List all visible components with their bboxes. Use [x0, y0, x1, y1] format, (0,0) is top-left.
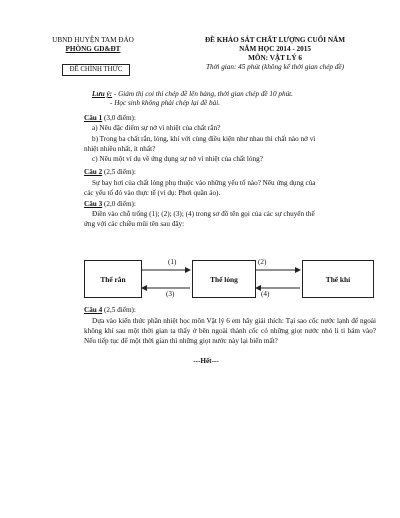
q2-title: Câu 2 — [84, 168, 103, 176]
note-label: Lưu ý: — [92, 90, 113, 98]
q3-heading — [84, 200, 136, 209]
diagram-label-3: (3) — [166, 290, 175, 298]
q1-points: (3,0 điểm): — [102, 114, 136, 122]
department-name: PHÒNG GD&ĐT — [65, 45, 121, 53]
q4-text: Dựa vào kiến thức phần nhiệt học môn Vật lý 6 em hãy giải thích: Tại sao cốc nước lạnh để ngoài không khí sau một thời gian ta thấy ở bên ngoài thành cốc có những giọt nước nhỏ li ti bám vào? Nếu tiếp tục để một thời gian thì những giọt nước này lại biến mất? — [84, 317, 376, 346]
q1-part-b-line1: b) Trong ba chất rắn, lỏng, khí với cùng điều kiện như nhau thì chất nào nở vì — [92, 135, 316, 143]
q3-line-1: Điền vào chỗ trống (1); (2); (3); (4) trong sơ đồ tên gọi của các sự chuyển thể — [92, 210, 315, 218]
diagram-label-4: (4) — [261, 290, 270, 298]
diagram-label-2: (2) — [258, 258, 267, 266]
q1-part-b-line2: nhiệt nhiều nhất, ít nhất? — [84, 145, 156, 153]
end-marker: ---Hết--- — [193, 357, 219, 365]
note-line-2: - Học sinh không phải chép lại đề bài. — [110, 99, 220, 107]
note-text-1: - Giám thị coi thi chép đề lên bảng, thời gian chép đề 10 phút. — [112, 90, 293, 98]
q4-title: Câu 4 — [84, 306, 103, 314]
box-solid: Thể rắn — [84, 260, 142, 298]
q2-points: (2,5 điểm): — [102, 168, 136, 176]
official-stamp: ĐỀ CHÍNH THỨC — [62, 64, 130, 76]
box-gas: Thể khí — [302, 260, 374, 298]
q1-part-a: a) Nêu đặc điểm sự nở vì nhiệt của chất rắn? — [92, 124, 221, 132]
q2-line-2: các yếu tố đó vào thực tế (ví dụ: Phơi quần áo). — [84, 189, 221, 197]
district-name: UBND HUYỆN TAM ĐẢO — [52, 36, 134, 44]
state-change-diagram — [84, 256, 374, 300]
q1-heading — [84, 114, 136, 123]
q2-heading — [84, 168, 136, 177]
q3-title: Câu 3 — [84, 200, 103, 208]
q4-points: (2,5 điểm): — [102, 306, 136, 314]
q3-line-2: ứng với các chiều mũi tên sau đây: — [84, 220, 185, 228]
exam-duration: Thời gian: 45 phút (không kể thời gian chép đề) — [205, 63, 345, 71]
q4-heading — [84, 306, 136, 315]
school-year: NĂM HỌC 2014 - 2015 — [239, 45, 311, 53]
q3-points: (2,0 điểm): — [102, 200, 136, 208]
exam-title: ĐỀ KHẢO SÁT CHẤT LƯỢNG CUỐI NĂM — [204, 36, 346, 44]
q2-line-1: Sự bay hơi của chất lỏng phụ thuộc vào những yếu tố nào? Nêu ứng dụng của — [92, 179, 316, 187]
subject: MÔN: VẬT LÝ 6 — [248, 54, 302, 62]
note-line-1 — [92, 90, 293, 99]
q1-title: Câu 1 — [84, 114, 103, 122]
q1-part-c: c) Nêu một ví dụ về ứng dụng sự nở vì nhiệt của chất lỏng? — [92, 155, 263, 163]
diagram-label-1: (1) — [168, 258, 177, 266]
box-liquid: Thể lỏng — [192, 260, 256, 298]
